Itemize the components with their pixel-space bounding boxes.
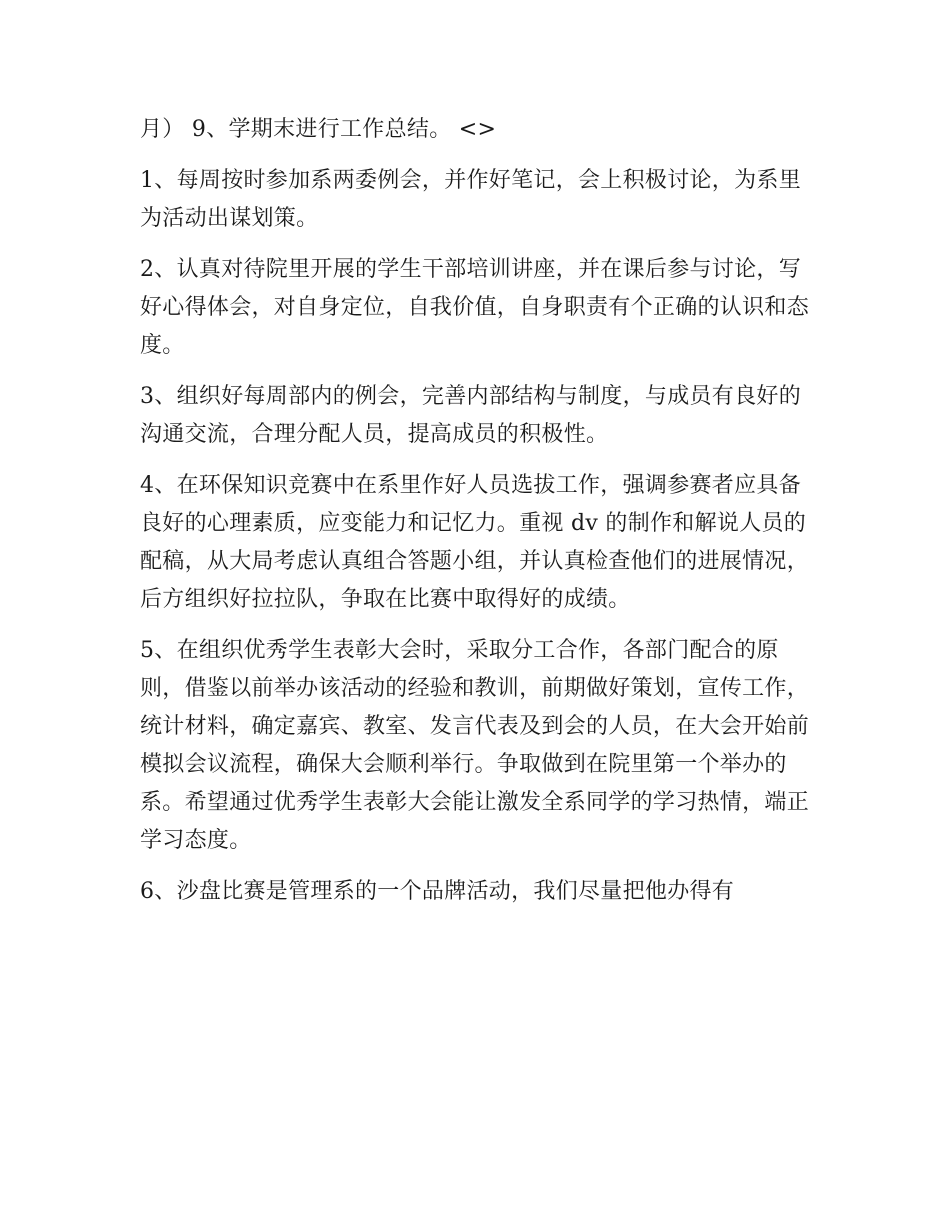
paragraph-item-2: 2、认真对待院里开展的学生干部培训讲座，并在课后参与讨论，写好心得体会，对自身定位，自我价值，自身职责有个正确的认识和态度。 bbox=[140, 257, 810, 358]
paragraph-item-6: 6、沙盘比赛是管理系的一个品牌活动，我们尽量把他办得有 bbox=[140, 879, 735, 904]
paragraph-intro: 月） 9、学期末进行工作总结。 <> bbox=[140, 117, 497, 142]
paragraph-item-1: 1、每周按时参加系两委例会，并作好笔记，会上积极讨论，为系里为活动出谋划策。 bbox=[140, 168, 801, 231]
paragraph-item-3: 3、组织好每周部内的例会，完善内部结构与制度，与成员有良好的沟通交流，合理分配人员，提高成员的积极性。 bbox=[140, 384, 801, 447]
document-body bbox=[140, 111, 820, 924]
paragraph-item-5: 5、在组织优秀学生表彰大会时，采取分工合作，各部门配合的原则，借鉴以前举办该活动的经验和教训，前期做好策划，宣传工作，统计材料，确定嘉宾、教室、发言代表及到会的人员，在大会开始前模拟会议流程，确保大会顺利举行。争取做到在院里第一个举办的系。希望通过优秀学生表彰大会能让激发全系同学的学习热情，端正学习态度。 bbox=[140, 638, 810, 853]
paragraph-item-4: 4、在环保知识竞赛中在系里作好人员选拔工作，强调参赛者应具备良好的心理素质，应变能力和记忆力。重视 dv 的制作和解说人员的配稿，从大局考虑认真组合答题小组，并认真检查他们的进展情况，后方组织好拉拉队，争取在比赛中取得好的成绩。 bbox=[140, 473, 810, 612]
